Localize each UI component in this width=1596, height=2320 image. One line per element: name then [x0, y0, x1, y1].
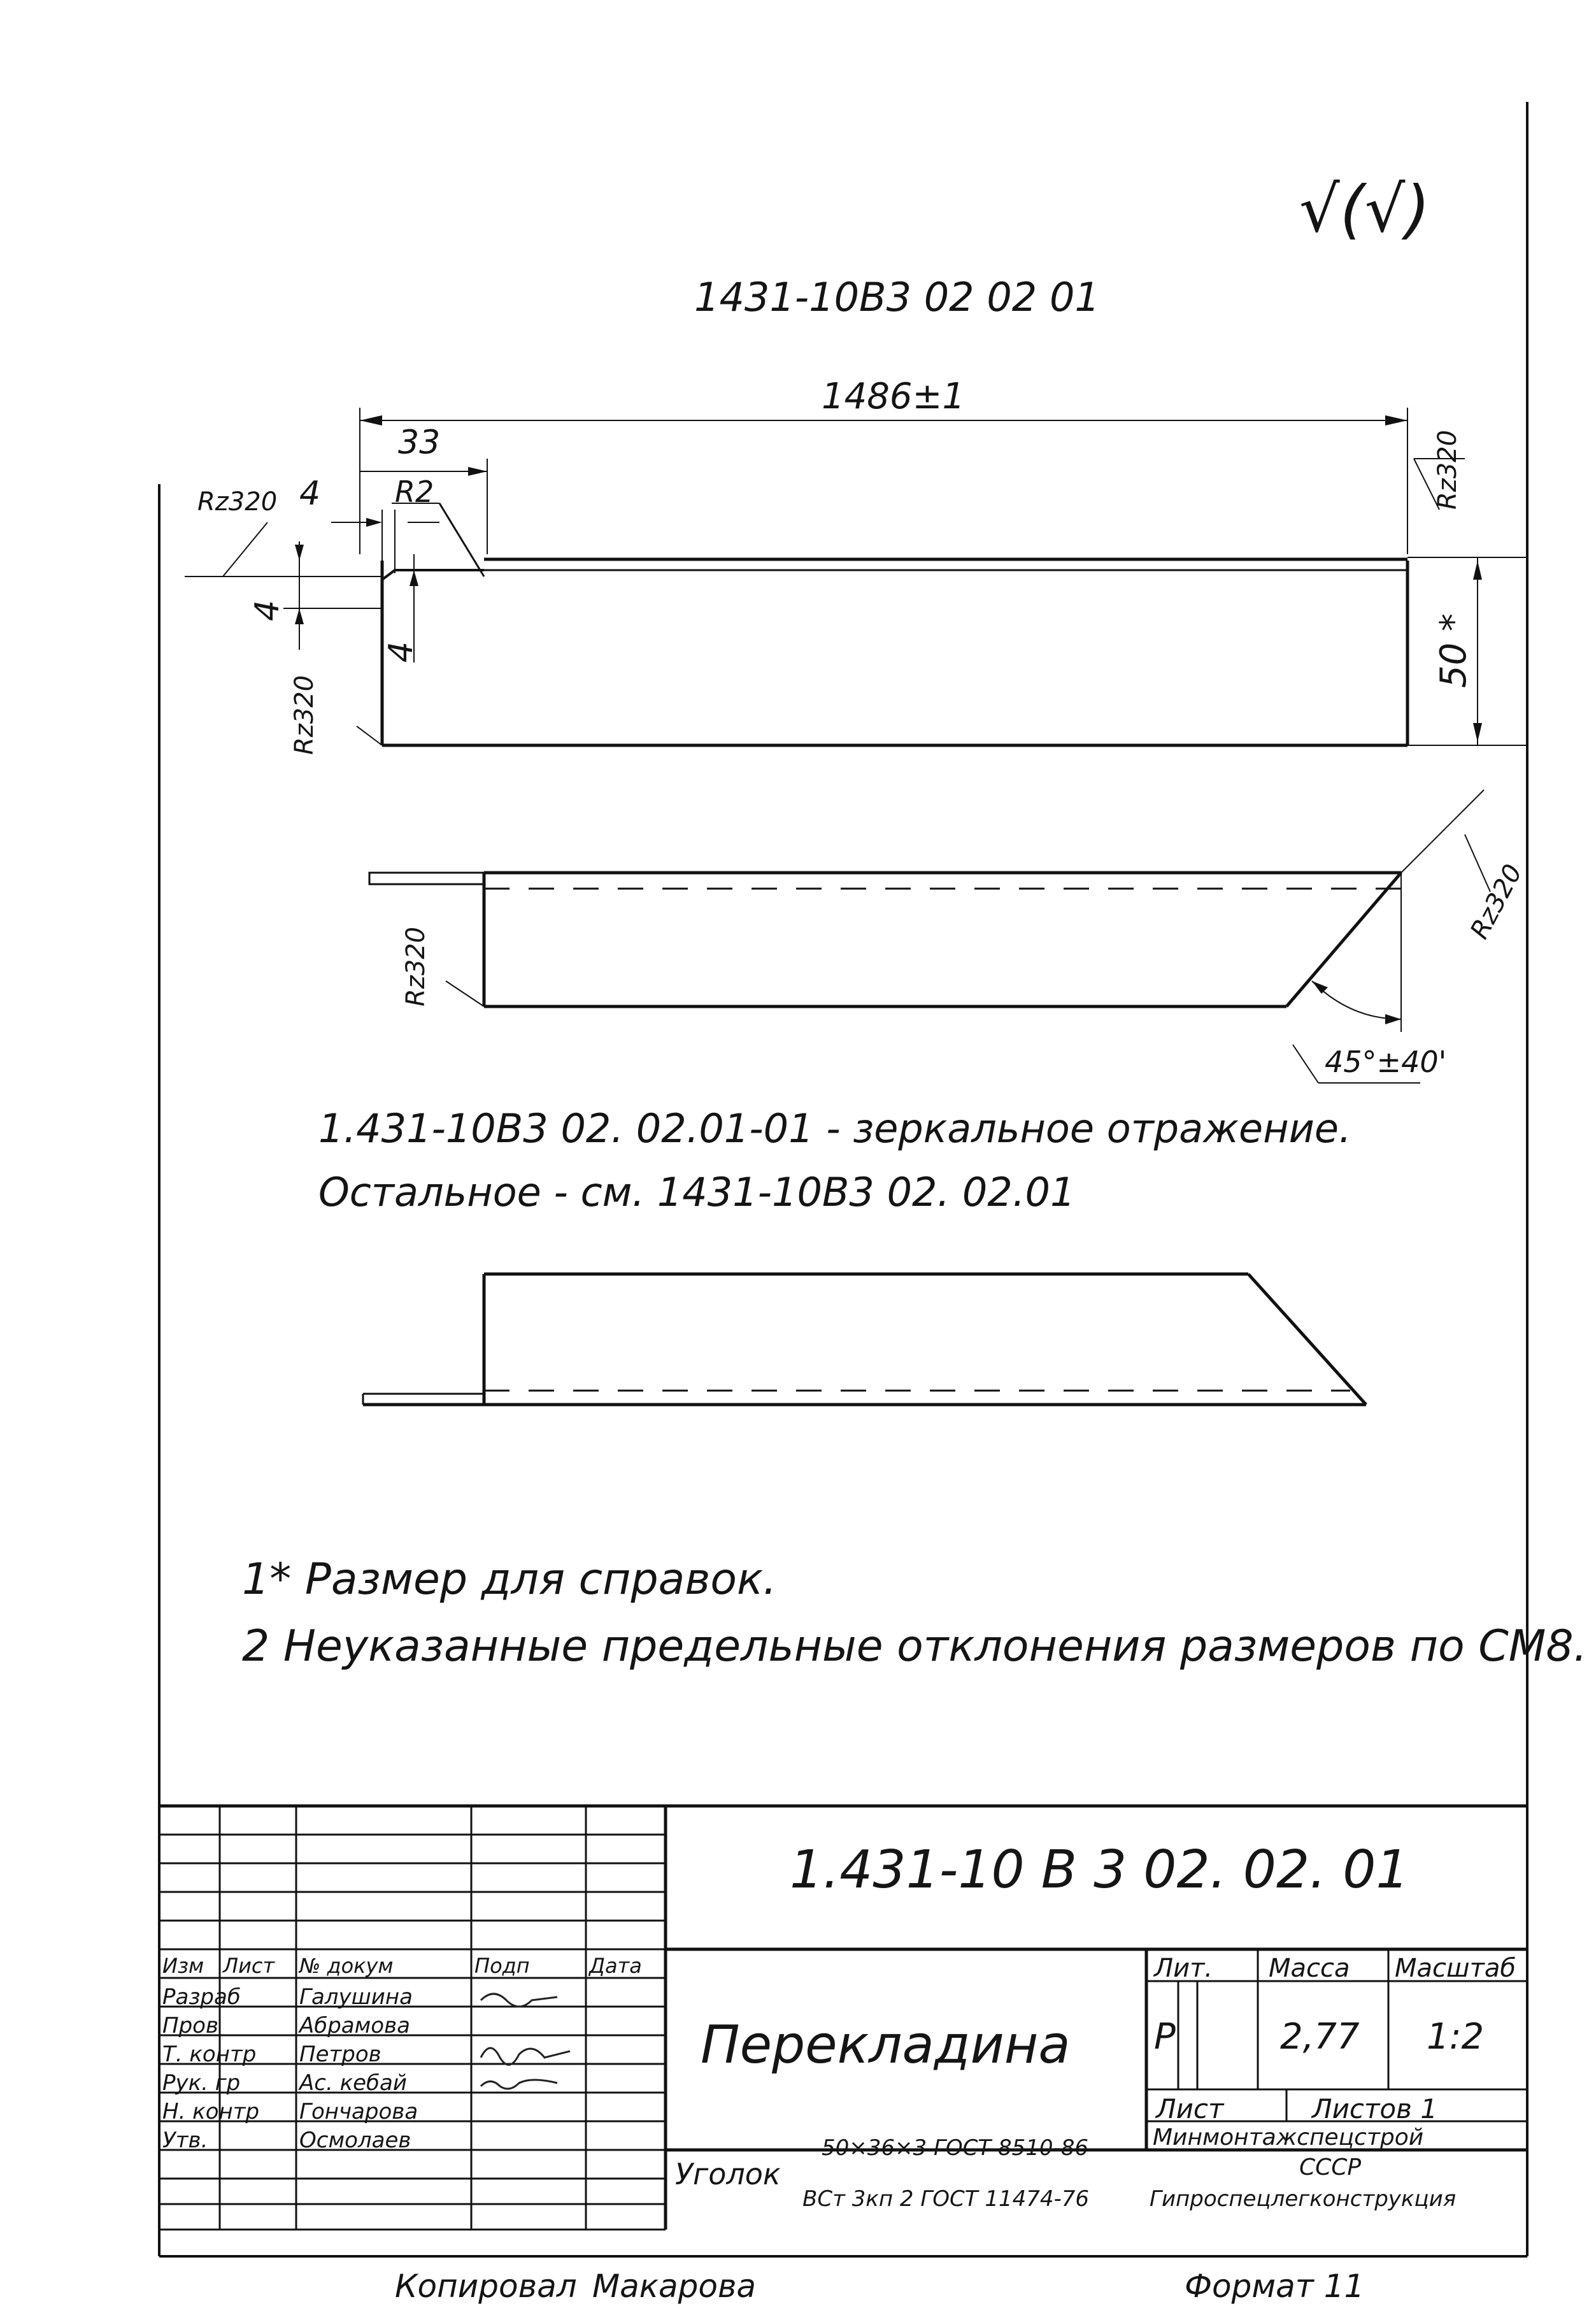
part-name: Перекладина — [701, 2015, 1071, 2075]
sheet-label: Лист — [1156, 2093, 1224, 2124]
mass-value: 2,77 — [1280, 2016, 1360, 2058]
scale-value: 1:2 — [1427, 2016, 1485, 2058]
name-checker: Абрамова — [299, 2013, 410, 2038]
signature-tech-control — [481, 2048, 570, 2065]
roughness-right-plan: Rz320 — [1465, 859, 1528, 944]
footer-copied-label: Копировал — [395, 2268, 577, 2305]
role-developer: Разраб — [162, 1984, 241, 2010]
footer-format: Формат 11 — [1185, 2268, 1365, 2305]
dim-height-4-inner: 4 — [382, 641, 420, 662]
rev-header-date: Дата — [589, 1954, 642, 1978]
material-label: Уголок — [675, 2157, 781, 2191]
org-line-3: Гипроспецлегконструкция — [1150, 2186, 1457, 2212]
dim-offset-4-horizontal: 4 — [299, 475, 321, 513]
org-line-2: СССР — [1299, 2154, 1362, 2180]
roughness-left-front: Rz320 — [290, 675, 319, 755]
name-approver: Осмолаев — [299, 2128, 411, 2153]
lit-value: Р — [1154, 2016, 1176, 2058]
sheets-label: Листов 1 — [1312, 2093, 1437, 2124]
rev-header-change: Изм — [162, 1954, 204, 1978]
front-view — [185, 408, 1528, 745]
roughness-left-plan: Rz320 — [401, 926, 431, 1006]
mirror-note-line-1: 1.431-10В3 02. 02.01-01 - зеркальное отражение. — [318, 1105, 1351, 1152]
header-scale: Масштаб — [1395, 1954, 1516, 1983]
material-line-1: 50×36×3 ГОСТ 8510-86 — [822, 2135, 1089, 2161]
role-approver: Утв. — [162, 2128, 208, 2153]
org-line-1: Минмонтажспецстрой — [1153, 2124, 1424, 2151]
name-norm-control: Гончарова — [299, 2099, 418, 2124]
material-line-2: ВСт 3кп 2 ГОСТ 11474-76 — [802, 2186, 1090, 2212]
dim-angle: 45°±40' — [1325, 1045, 1447, 1079]
note-reference-size: 1* Размер для справок. — [242, 1554, 777, 1605]
header-lit: Лит. — [1154, 1954, 1213, 1983]
signature-group-lead — [481, 2080, 557, 2089]
mirrored-view — [363, 1274, 1366, 1405]
header-mass: Масса — [1269, 1954, 1350, 1983]
signatures — [474, 1981, 583, 2147]
name-developer: Галушина — [299, 1984, 413, 2010]
role-checker: Пров — [162, 2013, 218, 2038]
top-designation: 1431-10В3 02 02 01 — [694, 274, 1100, 320]
roughness-top-right: Rz320 — [1433, 429, 1462, 510]
dim-offset-33: 33 — [398, 424, 441, 462]
mirror-note-line-2: Остальное - см. 1431-10В3 02. 02.01 — [318, 1169, 1076, 1215]
name-group-lead: Ас. кебай — [299, 2070, 407, 2096]
role-group-lead: Рук. гр — [162, 2070, 241, 2096]
name-tech-control: Петров — [299, 2042, 381, 2067]
dim-overall-length: 1486±1 — [822, 376, 965, 417]
roughness-top-left: Rz320 — [197, 487, 278, 517]
corner-roughness-mark: √(√) — [1299, 172, 1430, 247]
role-norm-control: Н. контр — [162, 2099, 260, 2124]
footer-copier-name: Макарова — [592, 2268, 757, 2305]
signature-developer — [481, 1994, 557, 2007]
dim-height-50-reference: 50 * — [1433, 613, 1474, 688]
rev-header-sheet: Лист — [223, 1954, 275, 1978]
plan-view — [369, 790, 1490, 1083]
rev-header-sign: Подп — [474, 1954, 530, 1978]
rev-header-doc: № докум — [299, 1954, 394, 1978]
dim-height-4-left: 4 — [248, 599, 287, 621]
title-block-designation: 1.431-10 В 3 02. 02. 01 — [790, 1840, 1409, 1900]
dim-chamfer-r2: R2 — [395, 475, 434, 509]
role-tech-control: Т. контр — [162, 2042, 257, 2067]
note-tolerances: 2 Неуказанные предельные отклонения размеров по СМ8. — [242, 1621, 1588, 1672]
